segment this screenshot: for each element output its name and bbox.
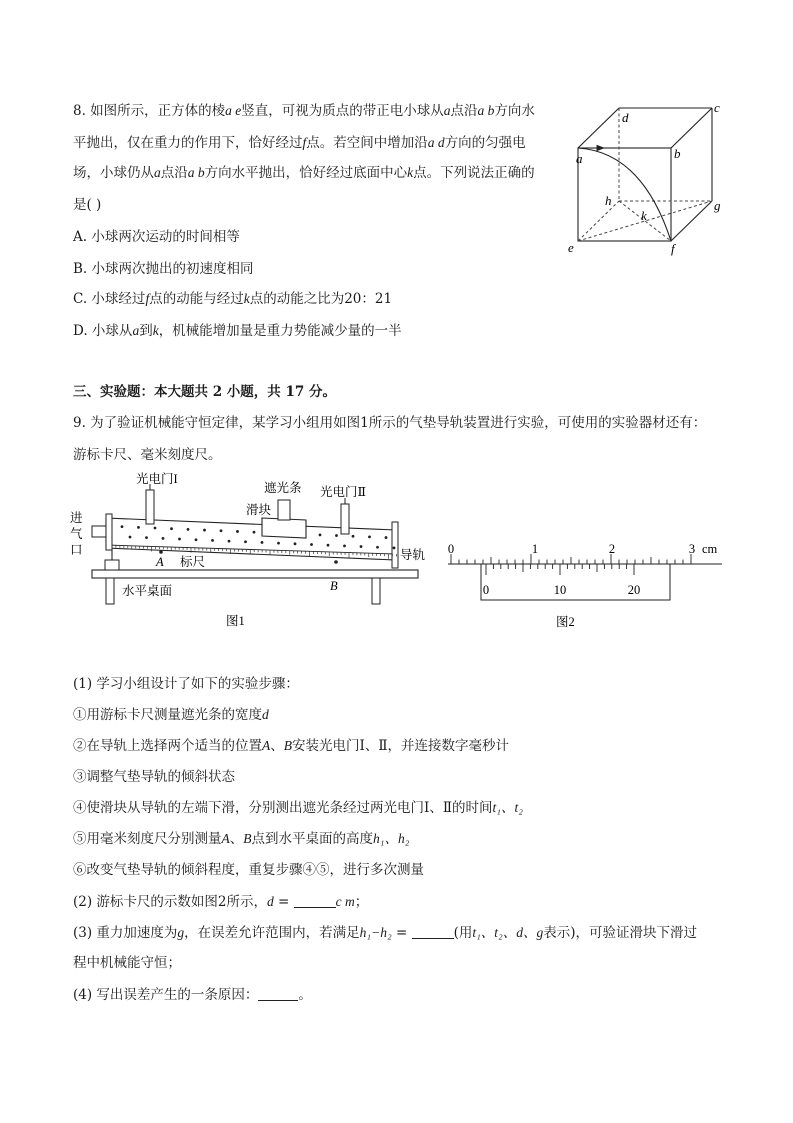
air-hole-dot	[310, 543, 313, 546]
cube-label-h: h	[605, 193, 612, 208]
label-strip: 遮光条	[264, 481, 302, 495]
air-hole-dot	[129, 536, 132, 539]
cube-label-e: e	[568, 240, 574, 255]
slider-block	[262, 518, 306, 538]
q9-step-6: ⑥改变气垫导轨的倾斜程度，重复步骤④⑤，进行多次测量	[73, 862, 424, 878]
photogate-2	[341, 504, 349, 534]
air-hole-dot	[253, 531, 256, 534]
q9-line-2: 游标卡尺、毫米刻度尺。	[73, 447, 222, 463]
air-hole-dot	[236, 530, 239, 533]
vernier-box	[481, 564, 670, 600]
q8-option-c: C. 小球经过f点的动能与经过k点的动能之比为20：21	[73, 291, 393, 307]
cube-label-c: c	[714, 100, 720, 115]
section-heading: 三、实验题：本大题共 2 小题，共 17 分。	[73, 384, 336, 400]
label-inlet-1: 进	[70, 511, 83, 525]
q9-part-3: (3) 重力加速度为g，在误差允许范围内，若满足h₁−h₂ = (用t₁、t₂、d、g表示)，可验证滑块下滑过	[73, 925, 698, 941]
q9-step-1: ①用游标卡尺测量遮光条的宽度d	[73, 707, 269, 723]
q9-step-3: ③调整气垫导轨的倾斜状态	[73, 769, 235, 785]
table-leg-left	[106, 578, 114, 604]
main-label-0: 0	[447, 542, 455, 556]
air-hole-dot	[154, 527, 157, 530]
air-hole-dot	[220, 529, 223, 532]
cube-front-face	[578, 148, 671, 241]
air-hole-dot	[137, 526, 140, 529]
vernier-scale-ticks	[486, 564, 634, 575]
answer-blank-reason[interactable]	[258, 986, 298, 1001]
q9-step-5: ⑤用毫米刻度尺分别测量A、B点到水平桌面的高度h₁、h₂	[73, 831, 410, 847]
var-ab: a b	[477, 103, 495, 118]
air-hole-dot	[277, 542, 280, 545]
var-k: k	[407, 165, 414, 180]
label-slider: 滑块	[246, 503, 272, 517]
q9-part-1: (1) 学习小组设计了如下的实验步骤：	[73, 676, 299, 692]
answer-blank-formula[interactable]	[412, 924, 454, 939]
var-ae: a e	[225, 103, 242, 118]
q9-line-1: 9. 为了验证机械能守恒定律，某学习小组用如图1所示的气垫导轨装置进行实验，可使用的实验器材还有：	[73, 415, 707, 431]
label-gate-2: 光电门Ⅱ	[320, 485, 366, 499]
air-hole-dot	[244, 540, 247, 543]
cube-label-k: k	[641, 208, 647, 223]
cube-label-g: g	[714, 198, 721, 213]
q9-part-2: (2) 游标卡尺的示数如图2所示，d = c m；	[73, 894, 369, 910]
air-hole-dot	[343, 544, 346, 547]
air-hole-dot	[360, 545, 363, 548]
cube-label-d: d	[622, 110, 629, 125]
air-track-figure	[66, 470, 438, 635]
label-ruler: 标尺	[180, 555, 206, 569]
q8-option-b: B. 小球两次抛出的初速度相同	[73, 261, 254, 277]
q8-line-1: 8. 如图所示，正方体的棱a e竖直，可视为质点的带正电小球从a点沿a b方向水	[73, 103, 535, 119]
air-hole-dot	[211, 539, 214, 542]
air-hole-dot	[294, 542, 297, 545]
air-hole-dot	[327, 544, 330, 547]
air-hole-dot	[335, 534, 338, 537]
var-a: a	[443, 103, 451, 118]
air-hole-dot	[319, 533, 322, 536]
var-ad: a d	[427, 135, 445, 150]
main-scale-ticks	[451, 554, 691, 564]
label-point-a: A	[156, 555, 164, 569]
air-hole-dot	[385, 536, 388, 539]
cube-label-f: f	[671, 241, 675, 256]
air-hole-dot	[352, 535, 355, 538]
main-label-2: 2	[608, 542, 616, 556]
vernier-label-10: 10	[553, 583, 567, 597]
label-table: 水平桌面	[122, 584, 173, 598]
air-hole-dot	[145, 536, 148, 539]
photogate-1	[146, 490, 154, 524]
q8-line-4: 是( )	[73, 197, 102, 213]
q9-step-2: ②在导轨上选择两个适当的位置A、B安装光电门Ⅰ、Ⅱ，并连接数字毫秒计	[73, 738, 510, 754]
unit-cm: cm	[702, 542, 718, 556]
vernier-label-20: 20	[627, 583, 641, 597]
q9-step-4: ④使滑块从导轨的左端下滑，分别测出遮光条经过两光电门Ⅰ、Ⅱ的时间t₁、t₂	[73, 800, 523, 816]
air-hole-dot	[376, 546, 379, 549]
main-label-1: 1	[531, 542, 539, 556]
table-top	[92, 570, 418, 578]
q8-line-3: 场，小球仍从a点沿a b方向水平抛出，恰好经过底面中心k点。下列说法正确的	[73, 165, 535, 181]
var-f: f	[302, 135, 307, 150]
cube-label-a: a	[576, 151, 583, 166]
air-hole-dot	[261, 541, 264, 544]
air-hole-dot	[178, 538, 181, 541]
q8-option-a: A. 小球两次运动的时间相等	[73, 229, 240, 245]
air-hole-dot	[393, 547, 396, 550]
air-hole-dot	[162, 537, 165, 540]
vernier-label-0: 0	[482, 583, 490, 597]
figure-2-caption: 图2	[556, 615, 575, 629]
q9-part-3-cont: 程中机械能守恒；	[73, 955, 181, 971]
air-hole-dot	[228, 540, 231, 543]
air-hole-dot	[187, 528, 190, 531]
air-hole-dot	[368, 536, 371, 539]
cube-label-b: b	[674, 146, 681, 161]
table-leg-right	[372, 578, 380, 604]
q8-line-2: 平抛出，仅在重力的作用下，恰好经过f点。若空间中增加沿a d方向的匀强电	[73, 135, 526, 151]
answer-blank-d[interactable]	[294, 893, 336, 908]
vernier-figure	[440, 532, 740, 637]
air-hole-dot	[195, 538, 198, 541]
q9-part-4: (4) 写出误差产生的一条原因： 。	[73, 987, 312, 1003]
air-hole-dot	[170, 527, 173, 530]
figure-1-caption: 图1	[226, 614, 245, 628]
air-hole-dot	[121, 525, 124, 528]
label-inlet-3: 口	[70, 543, 83, 557]
air-hole-dot	[203, 529, 206, 532]
shading-strip	[278, 500, 290, 520]
label-rail: 导轨	[400, 548, 426, 562]
q8-option-d: D. 小球从a到k，机械能增加量是重力势能减少量的一半	[73, 323, 402, 339]
main-label-3: 3	[688, 542, 696, 556]
trajectory-curve	[578, 148, 671, 241]
label-inlet-2: 气	[70, 527, 83, 541]
cube-diagram	[562, 98, 732, 260]
label-point-b: B	[330, 579, 338, 593]
label-gate-1: 光电门I	[136, 472, 178, 486]
